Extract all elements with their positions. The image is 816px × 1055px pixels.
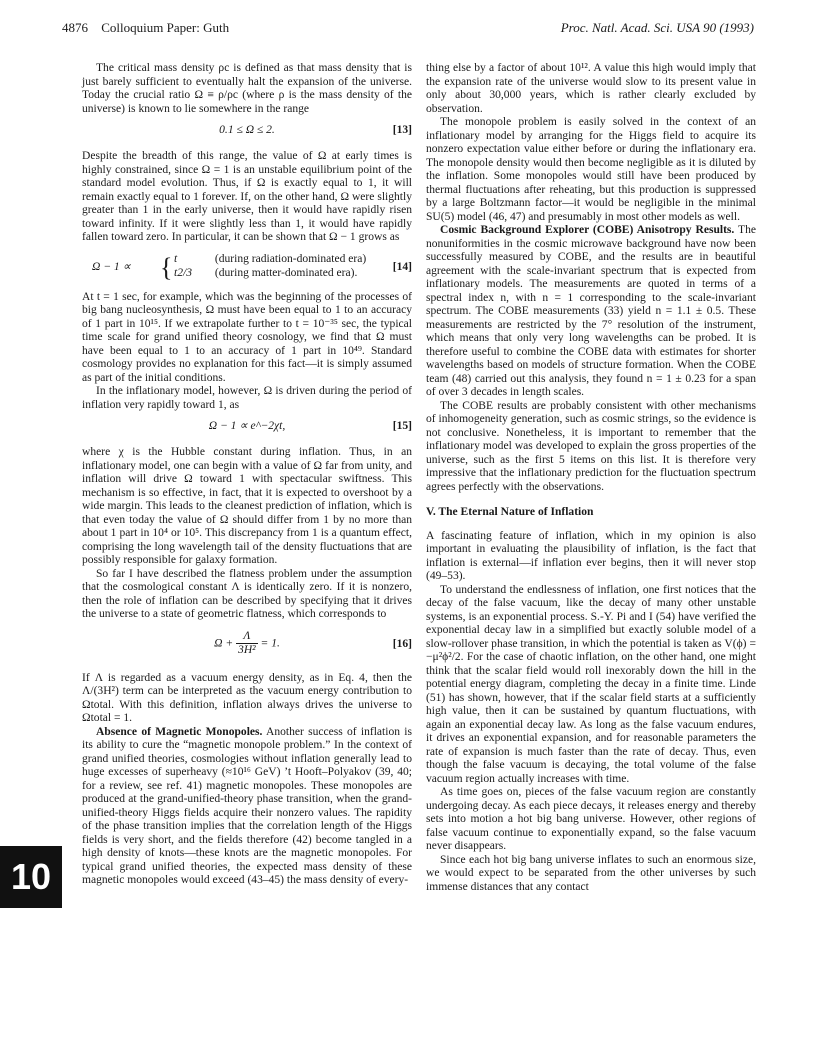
paragraph: The COBE results are probably consistent with other mechanisms of inhomogeneity generation, such as cosmic strings, so the evidence is not conclusive. Nonetheless, it is important to remember that the inflationary model was developed to explain the gross properties of the universe, such as the first 5 items on this list. It is therefore very impressive that the inflationary prediction for the fluctuation spectrum agrees perfectly with the observations. (426, 399, 756, 493)
paragraph: A fascinating feature of inflation, which in my opinion is also important in evaluating the plausibility of inflation, is the fact that inflation is external—if inflation ever begins, then it will never stop (49–53). (426, 529, 756, 582)
equation-lhs: Ω + (214, 637, 234, 650)
equation-13 (82, 124, 412, 142)
case-description: (during radiation-dominated era) (214, 252, 367, 265)
case-term: t (174, 252, 178, 265)
equation-number: [13] (392, 124, 412, 136)
denominator: 3H² (238, 644, 256, 656)
equation-16 (82, 630, 412, 664)
run-in-heading: Absence of Magnetic Monopoles. (96, 725, 263, 738)
equation-number: [16] (392, 637, 412, 650)
paragraph: So far I have described the flatness problem under the assumption that the cosmological constant Λ is identically zero. If it is nonzero, then the role of inflation can be described by specifying that it drives the universe to a state of geometric flatness, which corresponds to (82, 567, 412, 620)
equation-number: [14] (392, 260, 412, 273)
left-column (82, 62, 412, 888)
equation-lhs: Ω − 1 ∝ (92, 260, 131, 273)
equation-rhs: = 1. (260, 637, 280, 650)
equation-text: 0.1 ≤ Ω ≤ 2. (219, 124, 275, 136)
equation-case (174, 267, 357, 281)
paragraph: where χ is the Hubble constant during inflation. Thus, in an inflationary model, one can begin with a value of Ω far from unity, and inflation will drive Ω toward 1 with spectacular swiftness. This mechanism is so effective, in fact, that it is expected to overshoot by a wide margin. This leads to the cleanest prediction of inflation, which is that even today the value of Ω should differ from 1 by no more than about 1 part in 10⁴ or 10⁵. This discrepancy from 1 is a quantum effect, comprising the long wavelength tail of the density fluctuations that are possibly responsible for galaxy formation. (82, 446, 412, 566)
paragraph: If Λ is regarded as a vacuum energy density, as in Eq. 4, then the Λ/(3H²) term can be interpreted as the vacuum energy contribution to Ωtotal. With this definition, inflation always drives the universe to Ωtotal = 1. (82, 671, 412, 724)
case-term: t2/3 (174, 266, 192, 279)
paragraph: The critical mass density ρc is defined as that mass density that is just barely sufficient to eventually halt the expansion of the universe. Today the crucial ratio Ω ≡ ρ/ρc (where ρ is the mass density of the universe) is known to lie somewhere in the range (82, 62, 412, 115)
paragraph-text: Another success of inflation is its ability to cure the “magnetic monopole problem.” In the context of grand unified theories, cosmologies without inflation generally lead to huge excesses of superheavy (≈10¹⁶ GeV) ’t Hooft–Polyakov (39, 40; for a review, see ref. 41) magnetic monopoles. These monopoles are produced at the grand-unified-theory phase transition, when the grand-unified-theory Higgs fields acquire their nonzero values. The rapidity of the phase transition implies that the correlation length of the Higgs fields is very short, and the fields therefore (42) become tangled in a high density of knots—these knots are the magnetic monopoles. For typical grand unified theories, the expected mass density of these magnetic monopoles would exceed (43–45) the mass density of every- (82, 725, 412, 886)
paragraph: As time goes on, pieces of the false vacuum region are constantly undergoing decay. As each piece decays, it releases energy and thereby sets into motion a hot big bang universe. However, other regions of false vacuum continue to exponentially expand, so the false vacuum never disappears. (426, 786, 756, 852)
running-title: Colloquium Paper: Guth (101, 20, 230, 35)
brace-symbol: { (160, 252, 173, 282)
paragraph: thing else by a factor of about 10¹². A value this high would imply that the expansion rate of the universe would slow to its present value in only about 30,000 years, which is rather clearly excluded by observation. (426, 62, 756, 115)
journal-citation: Proc. Natl. Acad. Sci. USA 90 (1993) (560, 20, 754, 35)
equation-case (174, 253, 366, 267)
page-number: 4876 (62, 20, 88, 35)
paragraph (82, 726, 412, 888)
case-description: (during matter-dominated era). (214, 266, 358, 279)
paragraph: To understand the endlessness of inflation, one first notices that the decay of the false vacuum, like the decay of many other unstable systems, is an exponential process. S.-Y. Pi and I (54) have verified the exponential decay law in a simplified but exactly soluble model of a slow-rollover phase transition, in which the potential is taken as V(ϕ) = −μ²ϕ²/2. For the case of chaotic inflation, on the other hand, one might think that the scalar field would roll inexorably down the hill in the potential energy diagram, completing the decay in a finite time. Linde (51) has shown, however, that if the scalar field starts at a sufficiently high value, then it can be sustained by quantum fluctuations, with again an exponential decay law. As long as the false vacuum endures, it drives an exponential expansion, and for reasonable parameters the rate of expansion is much faster than the rate of decay. Thus, even though the false vacuum is decaying, the total volume of the false vacuum region actually increases with time. (426, 583, 756, 785)
paragraph (426, 224, 756, 400)
paragraph: The monopole problem is easily solved in the context of an inflationary model by arranging for the Higgs field to acquire its nonzero expectation value either before or during the inflationary era. The monopole density would then become negligible as it is diluted by the inflation. Some monopoles would still have been produced by thermal fluctuations after reheating, but this production is suppressed by a large Boltzmann factor—it would be negligible in the minimal SU(5) model (46, 47) and presumably in most other models as well. (426, 116, 756, 223)
header-left (62, 20, 229, 36)
paragraph-text: The nonuniformities in the cosmic microwave background have now been successfully measured by COBE, and the results are in beautiful agreement with the scale-invariant spectrum that is expected from inflationary models. The measurements are quoted in terms of a spectral index n, with n = 1 corresponding to the scale-invariant spectrum. The COBE measurements (33) yield n = 1.1 ± 0.5. These measurements are restricted by the 7° resolution of the instrument, which means that only very long wavelengths can be probed. It is therefore useful to combine the COBE data with estimates for shorter wavelengths based on models of structure formation. When the COBE team (48) carried out this analysis, they found n = 1 ± 0.23 for a span of over 3 decades in length scales. (426, 224, 756, 398)
section-heading: V. The Eternal Nature of Inflation (426, 506, 594, 518)
page-header (62, 20, 754, 38)
equation-15 (82, 420, 412, 438)
fraction (236, 630, 258, 658)
right-column (426, 62, 756, 894)
run-in-heading: Cosmic Background Explorer (COBE) Anisotropy Results. (440, 224, 735, 236)
chapter-tab: 10 (0, 846, 62, 908)
paragraph: Since each hot big bang universe inflates to such an enormous size, we would expect to be separated from the other universes by such immense distances that any contact (426, 853, 756, 893)
equation-14 (82, 253, 412, 283)
paragraph: In the inflationary model, however, Ω is driven during the period of inflation very rapidly toward 1, as (82, 385, 412, 411)
equation-text: Ω − 1 ∝ e^−2χt, (208, 420, 286, 432)
paragraph: At t = 1 sec, for example, which was the beginning of the processes of big bang nucleosynthesis, Ω must have been equal to 1 to an accuracy of 1 part in 10¹⁵. If we extrapolate further to t = 10⁻³⁵ sec, the typical time scale for grand unified theory cosnology, we find that Ω must have been equal to 1 to an accuracy of 1 part in 10⁴⁹. Standard cosmology provides no explanation for this fact—it is simply assumed as part of the initial conditions. (82, 290, 412, 384)
equation-number: [15] (392, 420, 412, 432)
paragraph: Despite the breadth of this range, the value of Ω at early times is highly constrained, since Ω = 1 is an unstable equilibrium point of the standard model evolution. Thus, if Ω is exactly equal to 1, it will remain exactly equal to 1 forever. If, on the other hand, Ω were slightly greater than 1 in the early universe, then it would have rapidly risen toward infinity. If it were slightly less than 1, it would have rapidly fallen toward zero. In particular, it can be shown that Ω − 1 grows as (82, 150, 412, 243)
numerator: Λ (236, 630, 258, 645)
